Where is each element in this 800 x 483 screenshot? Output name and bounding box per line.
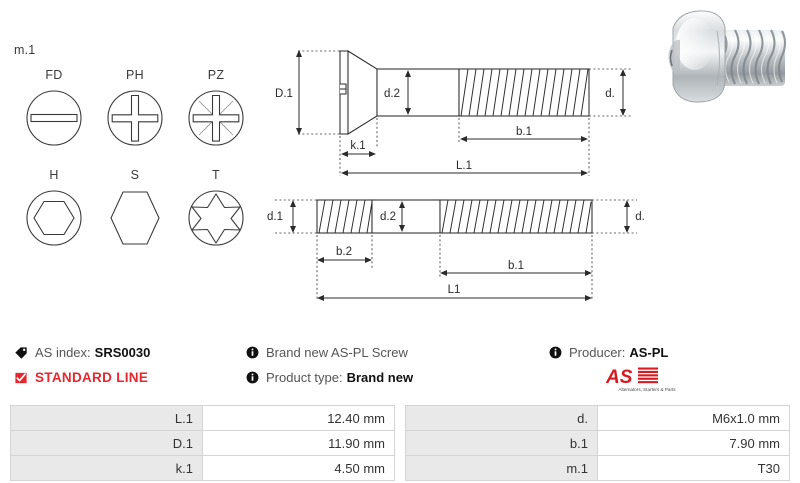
spec-value-b1: 7.90 mm — [598, 431, 790, 456]
table-row — [406, 456, 790, 481]
dim-label-right-thread-diameter: d. — [635, 211, 645, 223]
double-end-stud-drawing — [255, 188, 645, 310]
spec-value-m1: T30 — [598, 456, 790, 481]
as-index-label: AS index: — [35, 345, 91, 360]
dim-label-head-height: k.1 — [350, 140, 366, 152]
slotted-drive-icon — [16, 85, 92, 151]
producer-row — [549, 345, 668, 360]
pozidriv-drive-icon — [178, 85, 254, 151]
table-row — [406, 406, 790, 431]
drive-option-ph — [97, 68, 173, 151]
table-row — [11, 431, 395, 456]
spec-table-right — [405, 405, 790, 481]
info-circle-icon — [549, 346, 562, 359]
countersunk-screw-drawing — [262, 36, 642, 184]
drive-option-s-label: S — [130, 168, 140, 182]
drive-type-panel — [0, 30, 262, 282]
spec-label-b1: b.1 — [406, 431, 598, 456]
checkbox-check-icon — [14, 371, 28, 385]
as-index-row — [14, 345, 150, 360]
hex-socket-drive-icon — [16, 185, 92, 251]
drive-option-fd — [16, 68, 92, 151]
standard-line-label: STANDARD LINE — [35, 370, 149, 385]
dim-label-thread-diameter: d. — [605, 88, 615, 100]
drive-option-t-label: T — [212, 168, 220, 182]
spec-value-d1: 11.90 mm — [203, 431, 395, 456]
spec-label-d: d. — [406, 406, 598, 431]
product-type-label: Product type: — [266, 370, 343, 385]
product-type-row — [246, 370, 413, 385]
producer-label: Producer: — [569, 345, 626, 360]
hex-head-drive-icon — [97, 185, 173, 251]
dim-label-thread-length: b.1 — [516, 126, 532, 138]
dim-label-stud-total-length: L1 — [447, 284, 461, 296]
as-pl-logo — [588, 364, 706, 394]
drive-option-pz-label: PZ — [207, 68, 225, 82]
dim-label-total-length: L.1 — [456, 160, 472, 172]
spec-value-l1: 12.40 mm — [203, 406, 395, 431]
product-description-row — [246, 345, 408, 360]
info-circle-icon — [246, 346, 259, 359]
dim-label-middle-diameter: d.2 — [380, 211, 396, 223]
drive-group-label: m.1 — [14, 43, 36, 57]
table-row — [11, 456, 395, 481]
drive-option-fd-label: FD — [45, 68, 63, 82]
spec-value-k1: 4.50 mm — [203, 456, 395, 481]
drive-option-h — [16, 168, 92, 251]
as-pl-logo-mark: AS — [606, 367, 633, 388]
info-circle-icon — [246, 371, 259, 384]
dim-label-left-thread-length: b.2 — [336, 246, 352, 258]
as-pl-logo-tagline: Alternators, Starters & Parts — [618, 387, 676, 392]
producer-value: AS-PL — [629, 345, 669, 360]
phillips-drive-icon — [97, 85, 173, 151]
dim-label-head-diameter: D.1 — [275, 88, 293, 100]
drive-option-s — [97, 168, 173, 251]
dim-label-shank-diameter: d.2 — [384, 88, 400, 100]
dim-label-right-thread-length: b.1 — [508, 260, 524, 272]
spec-label-k1: k.1 — [11, 456, 203, 481]
drive-option-t — [178, 168, 254, 251]
spec-table-left — [10, 405, 395, 481]
tag-icon — [14, 346, 28, 360]
table-row — [406, 431, 790, 456]
product-description-label: Brand new AS-PL Screw — [266, 345, 408, 360]
product-photo-screw — [645, 2, 797, 142]
product-type-value: Brand new — [346, 370, 414, 385]
as-index-value: SRS0030 — [94, 345, 151, 360]
spec-label-l1: L.1 — [11, 406, 203, 431]
drive-option-h-label: H — [49, 168, 59, 182]
torx-drive-icon — [178, 185, 254, 251]
dim-label-left-thread-diameter: d.1 — [267, 211, 283, 223]
spec-label-m1: m.1 — [406, 456, 598, 481]
spec-label-d1: D.1 — [11, 431, 203, 456]
table-row — [11, 406, 395, 431]
standard-line-row — [14, 370, 148, 385]
spec-value-d: M6x1.0 mm — [598, 406, 790, 431]
drive-option-pz — [178, 68, 254, 151]
drive-option-ph-label: PH — [126, 68, 144, 82]
